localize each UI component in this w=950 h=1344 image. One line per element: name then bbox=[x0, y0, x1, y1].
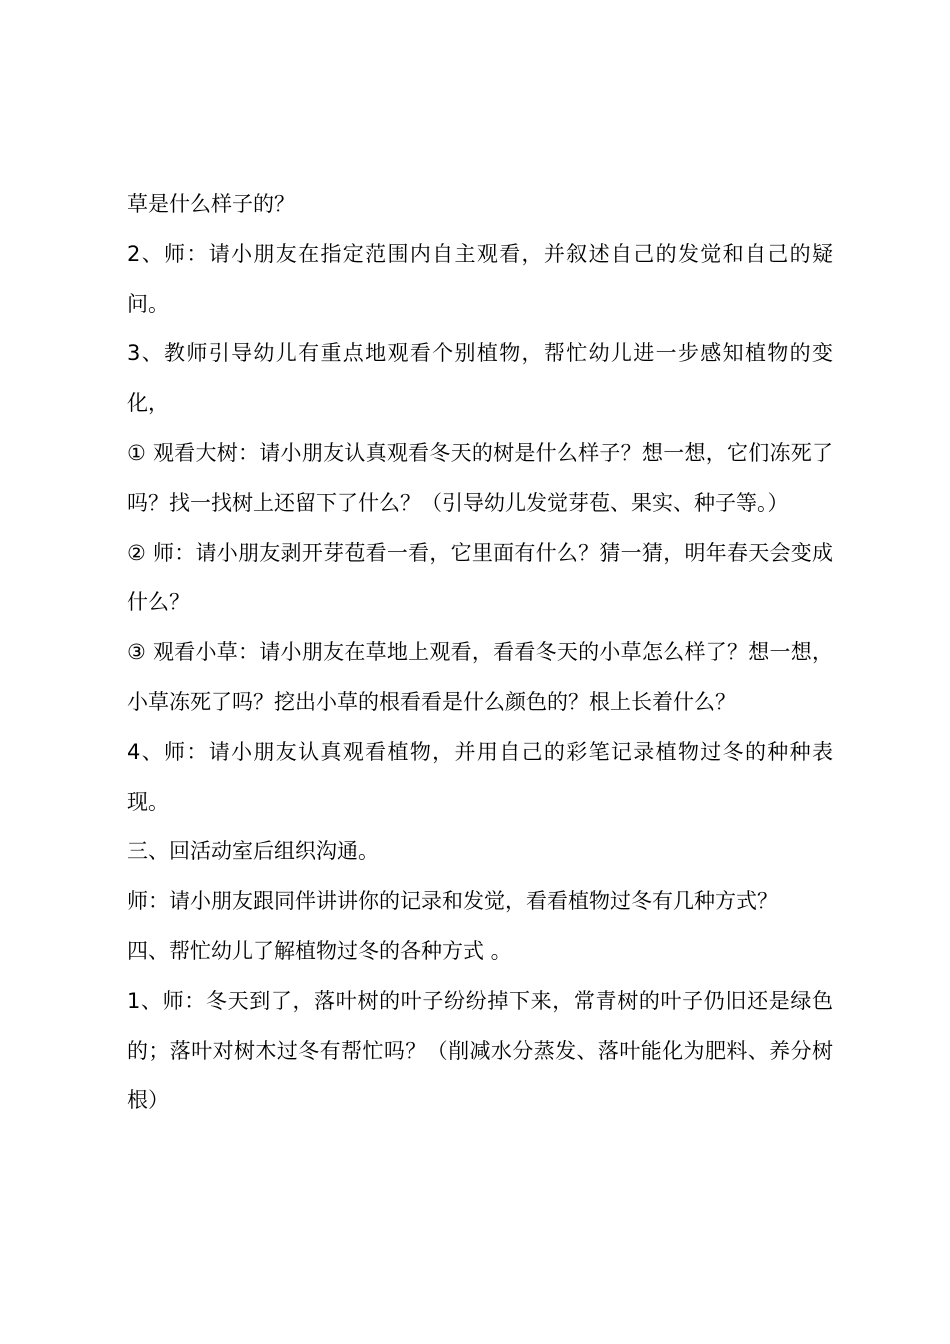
paragraph-8: 三、回活动室后组织沟通。 bbox=[127, 839, 379, 864]
paragraph-5: ② 师：请小朋友剥开芽苞看一看，它里面有什么？猜一猜，明年春天会变成什么？ bbox=[127, 540, 833, 615]
paragraph-2: 2、师：请小朋友在指定范围内自主观看，并叙述自己的发觉和自己的疑问。 bbox=[127, 241, 833, 316]
paragraph-10: 四、帮忙幼儿了解植物过冬的各种方式 。 bbox=[127, 938, 512, 963]
paragraph-6: ③ 观看小草：请小朋友在草地上观看，看看冬天的小草怎么样了？想一想，小草冻死了吗？挖出小草的根看看是什么颜色的？根上长着什么？ bbox=[127, 640, 833, 714]
document-body bbox=[127, 180, 833, 1126]
paragraph-3: 3、教师引导幼儿有重点地观看个别植物，帮忙幼儿进一步感知植物的变化， bbox=[127, 341, 833, 416]
paragraph-1: 草是什么样子的？ bbox=[127, 192, 295, 216]
paragraph-4: ① 观看大树：请小朋友认真观看冬天的树是什么样子？想一想，它们冻死了吗？找一找树上还留下了什么？（引导幼儿发觉芽苞、果实、种子等。） bbox=[127, 440, 833, 515]
paragraph-7: 4、师：请小朋友认真观看植物，并用自己的彩笔记录植物过冬的种种表现。 bbox=[127, 739, 833, 814]
paragraph-11: 1、师：冬天到了，落叶树的叶子纷纷掉下来，常青树的叶子仍旧还是绿色的；落叶对树木过冬有帮忙吗？（削减水分蒸发、落叶能化为肥料、养分树根） bbox=[127, 988, 833, 1113]
paragraph-9: 师：请小朋友跟同伴讲讲你的记录和发觉，看看植物过冬有几种方式？ bbox=[127, 889, 778, 914]
